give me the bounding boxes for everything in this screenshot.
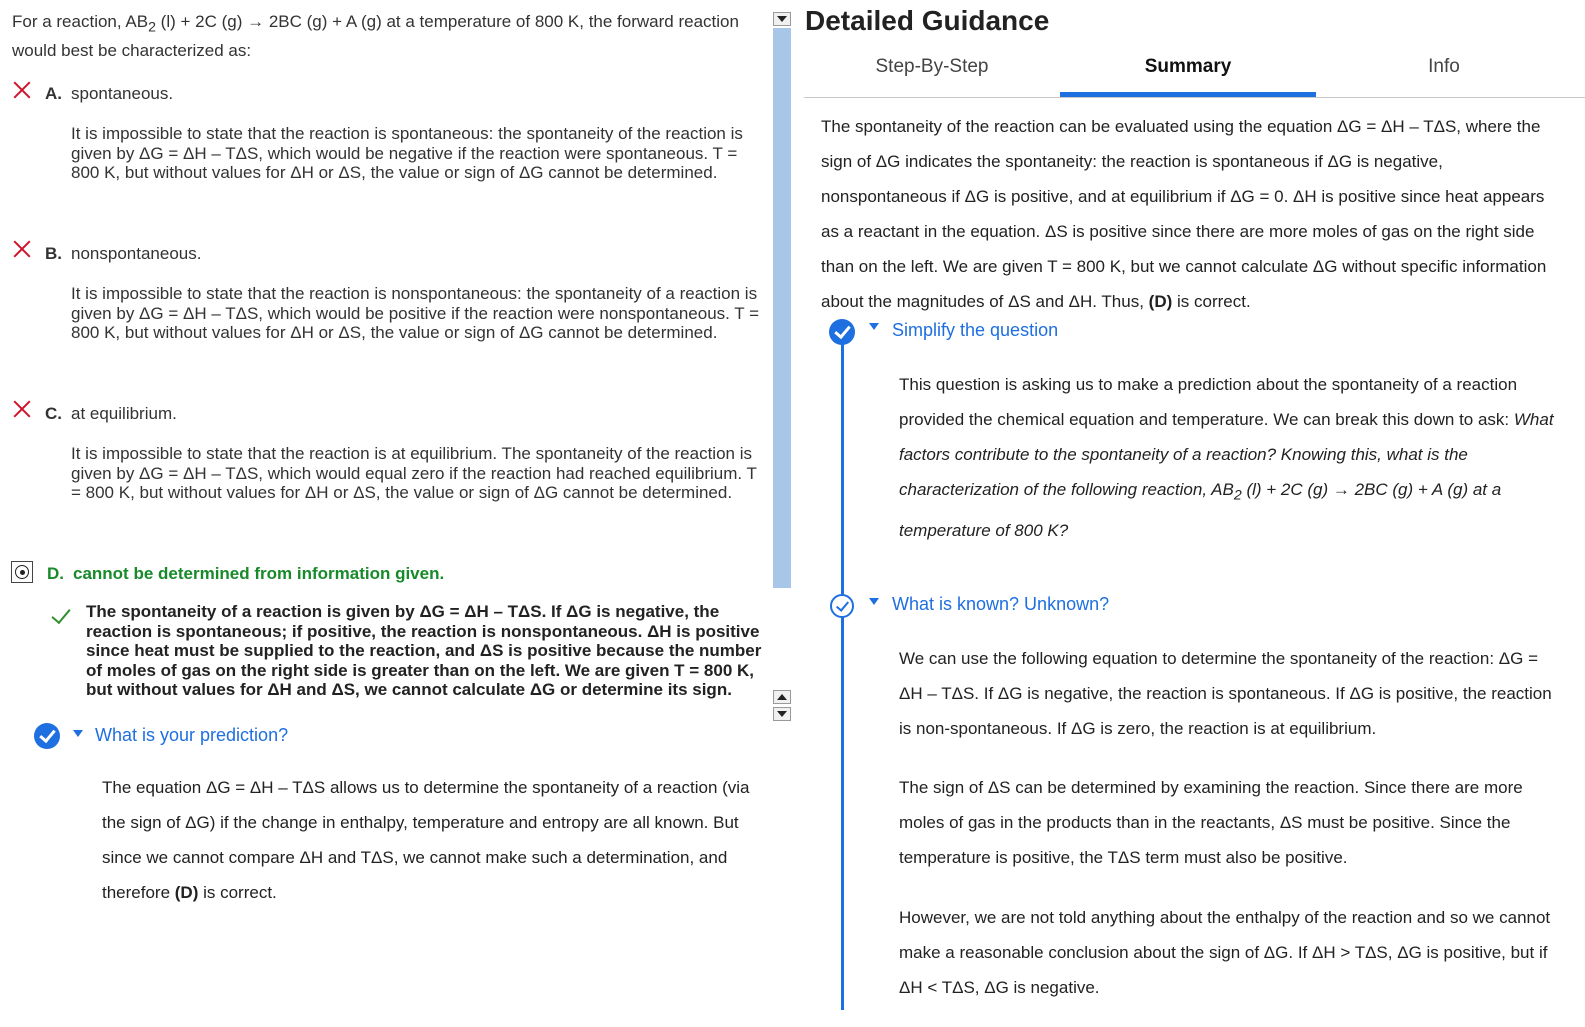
check-circle-icon bbox=[830, 594, 854, 618]
step-known-toggle[interactable]: What is known? Unknown? bbox=[892, 594, 1110, 614]
scrollbar-thumb[interactable] bbox=[773, 28, 791, 588]
caret-down-icon[interactable] bbox=[869, 323, 879, 330]
panel-title: Detailed Guidance bbox=[805, 5, 1050, 36]
summary-end: is correct. bbox=[1172, 292, 1251, 311]
scrollbar[interactable] bbox=[771, 0, 793, 1027]
summary-answer: (D) bbox=[1148, 292, 1173, 311]
prediction-text bbox=[102, 770, 762, 910]
arrow-down-icon[interactable] bbox=[773, 707, 791, 721]
option-c-explanation: It is impossible to state that the reaction is at equilibrium. The spontaneity of the reaction is given by ΔG = ΔH – TΔS, which would equal zero if the reaction had reached equilibrium. T = 800 K, but without values for ΔH or ΔS, the value or sign of ΔG cannot be determined. bbox=[71, 444, 757, 503]
x-icon bbox=[12, 399, 32, 419]
option-label: spontaneous. bbox=[71, 84, 174, 103]
tab-divider bbox=[804, 97, 1585, 98]
arrow-up-icon[interactable] bbox=[773, 690, 791, 704]
option-letter: A. bbox=[45, 84, 62, 103]
option-letter: B. bbox=[45, 244, 62, 263]
x-icon bbox=[12, 239, 32, 259]
prediction-body: The equation ΔG = ΔH – TΔS allows us to determine the spontaneity of a reaction (via the sign of ΔG) if the change in enthalpy, temperature and entropy are all known. But since we cannot compare ΔH and TΔS, we cannot make such a determination, and therefore bbox=[102, 778, 750, 902]
arrow-down-glyph bbox=[777, 16, 787, 22]
tab-summary[interactable]: Summary bbox=[1144, 56, 1232, 77]
option-d[interactable] bbox=[47, 564, 444, 584]
caret-down-icon[interactable] bbox=[869, 598, 879, 605]
option-b-explanation: It is impossible to state that the reaction is nonspontaneous: the spontaneity of a reaction is given by ΔG = ΔH – TΔS, which would be positive if the reaction were nonspontaneous. T = 800 K, but without values for ΔH or ΔS, the value or sign of ΔG cannot be determined. bbox=[71, 284, 760, 343]
x-icon bbox=[12, 80, 32, 100]
step-simplify-toggle[interactable]: Simplify the question bbox=[892, 320, 1059, 340]
radio-ring bbox=[15, 565, 29, 579]
question-pane bbox=[0, 0, 775, 1027]
option-a[interactable] bbox=[45, 84, 173, 104]
guidance-pane bbox=[795, 0, 1585, 1027]
option-label: cannot be determined from information given. bbox=[73, 564, 445, 583]
question-subscript: 2 bbox=[148, 19, 156, 36]
option-letter: D. bbox=[47, 564, 64, 583]
step-known-para-1: We can use the following equation to determine the spontaneity of the reaction: ΔG = ΔH – TΔS. If ΔG is negative, the reaction is spontaneous. If ΔG is positive, the reaction is non-spontaneous. If ΔG is zero, the reaction is at equilibrium. bbox=[899, 649, 1552, 738]
step-known-para-3: However, we are not told anything about the enthalpy of the reaction and so we cannot make a reasonable conclusion about the sign of ΔG. If ΔH > TΔS, ΔG is positive, but if ΔH < TΔS, ΔG is negative. bbox=[899, 908, 1551, 997]
step-known-para-2: The sign of ΔS can be determined by examining the reaction. Since there are more moles of gas in the products than in the reactants, ΔS must be positive. Since the temperature is positive, the TΔS term must also be positive. bbox=[899, 778, 1523, 867]
option-c[interactable] bbox=[45, 404, 177, 424]
arrow-down-glyph bbox=[777, 711, 787, 717]
checkmark-icon bbox=[51, 604, 70, 624]
step-simplify-body: This question is asking us to make a prediction about the spontaneity of a reaction provided the chemical equation and temperature. We can break this down to ask: bbox=[899, 375, 1518, 429]
tab-step-by-step[interactable]: Step-By-Step bbox=[875, 56, 989, 77]
step-simplify-question-end: (l) + 2C (g) → 2BC (g) + A (g) at a temperature of 800 K? bbox=[899, 480, 1502, 541]
step-simplify-question: What factors contribute to the spontaneity of a reaction? Knowing this, what is the characterization of the following reaction, AB bbox=[899, 410, 1554, 499]
check-circle-icon bbox=[829, 319, 855, 345]
step-timeline bbox=[841, 340, 844, 1010]
step-simplify-subscript: 2 bbox=[1233, 487, 1242, 504]
summary-text bbox=[821, 109, 1561, 319]
prediction-toggle[interactable]: What is your prediction? bbox=[95, 725, 289, 745]
summary-body: The spontaneity of the reaction can be evaluated using the equation ΔG = ΔH – TΔS, where the sign of ΔG indicates the spontaneity: the reaction is spontaneous if ΔG is negative, nonspontaneous if ΔG is positive, and at equilibrium if ΔG = 0. ΔH is positive since heat appears as a reactant in the equation. ΔS is positive since there are more moles of gas on the right side than on the left. We are given T = 800 K, but we cannot calculate ΔG without specific information about the magnitudes of ΔS and ΔH. Thus, bbox=[821, 117, 1547, 311]
option-a-explanation: It is impossible to state that the reaction is spontaneous: the spontaneity of the reaction is given by ΔG = ΔH – TΔS, which would be negative if the reaction were spontaneous. T = 800 K, but without values for ΔH or ΔS, the value or sign of ΔG cannot be determined. bbox=[71, 124, 743, 183]
prediction-answer: (D) bbox=[174, 883, 199, 902]
tab-info[interactable]: Info bbox=[1428, 56, 1460, 77]
step-simplify-text bbox=[899, 367, 1559, 548]
question-text-start: For a reaction, AB bbox=[12, 12, 149, 31]
arrow-up-glyph bbox=[777, 694, 787, 700]
radio-dot bbox=[20, 570, 25, 575]
check-circle-icon bbox=[34, 723, 60, 749]
option-b[interactable] bbox=[45, 244, 201, 264]
prediction-end: is correct. bbox=[198, 883, 277, 902]
option-label: nonspontaneous. bbox=[71, 244, 202, 263]
question-text-end: (l) + 2C (g) → 2BC (g) + A (g) at a temperature of 800 K, the forward reaction would best be characterized as: bbox=[12, 12, 739, 61]
option-d-explanation: The spontaneity of a reaction is given by ΔG = ΔH – TΔS. If ΔG is negative, the reaction is spontaneous; if positive, the reaction is nonspontaneous. ΔH is positive since heat must be supplied to the reaction, and ΔS is positive because the number of moles of gas on the right side is greater than on the left. We are given T = 800 K, but without values for ΔH and ΔS, we cannot calculate ΔG or determine its sign. bbox=[86, 602, 762, 700]
arrow-down-icon[interactable] bbox=[773, 12, 791, 26]
radio-selected-icon[interactable] bbox=[11, 561, 33, 583]
caret-down-icon[interactable] bbox=[73, 730, 83, 737]
option-label: at equilibrium. bbox=[71, 404, 177, 423]
option-letter: C. bbox=[45, 404, 62, 423]
question-text bbox=[12, 10, 767, 62]
